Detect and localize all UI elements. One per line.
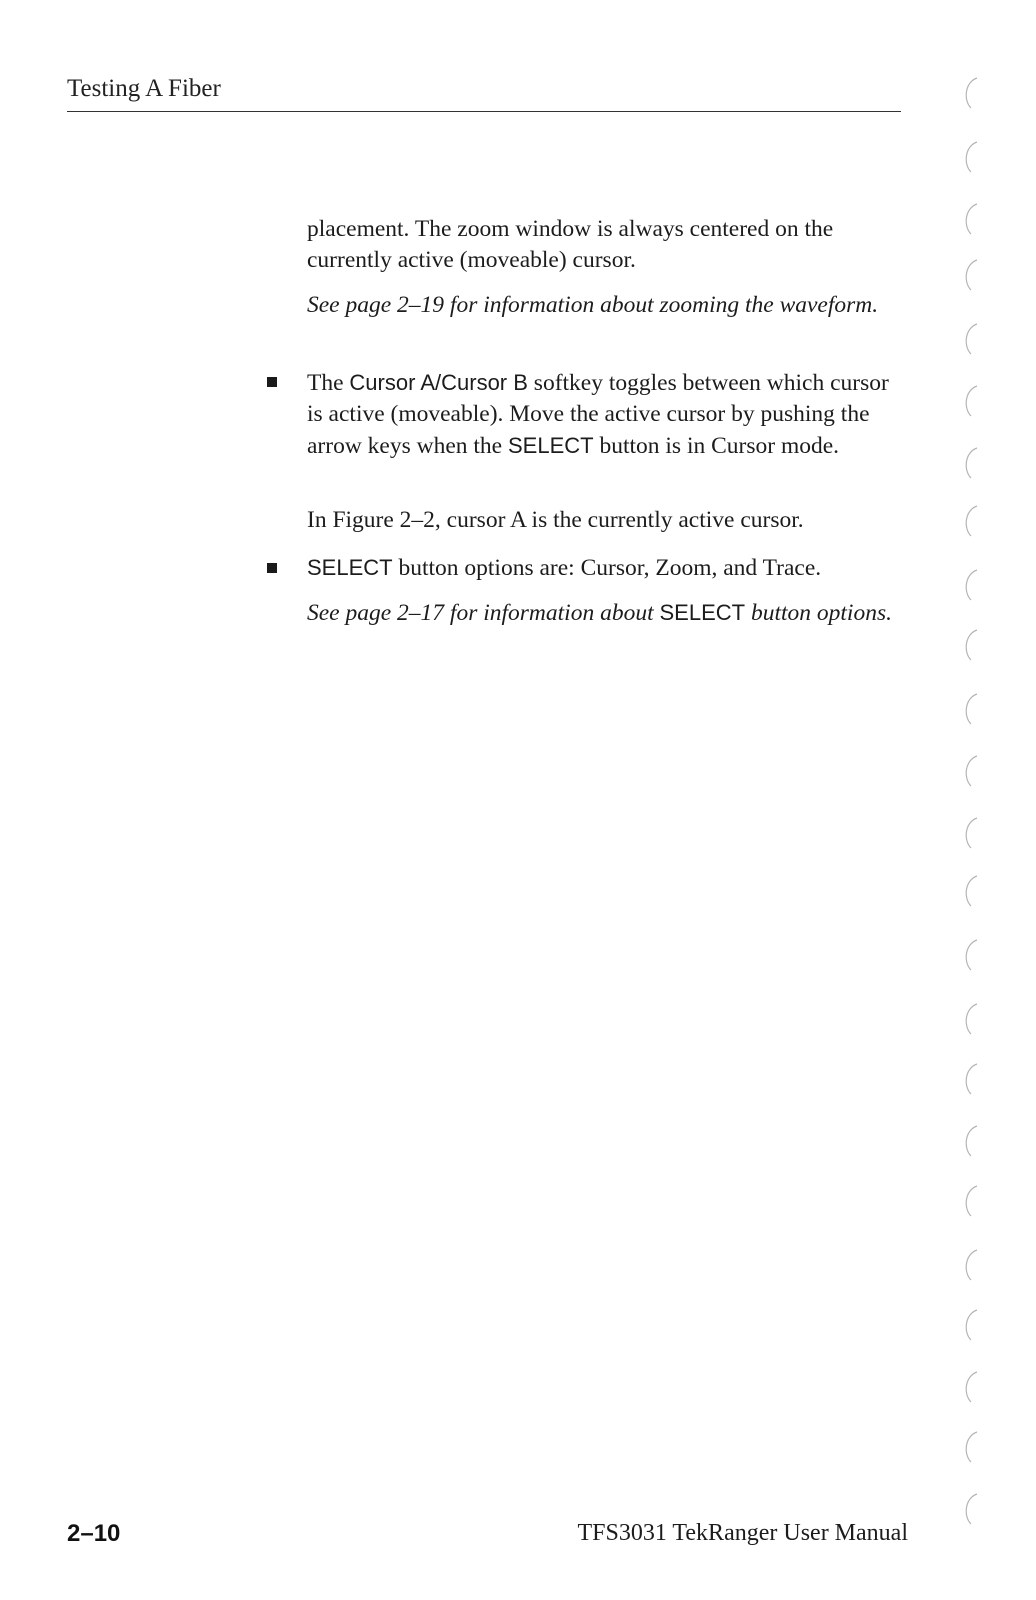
header-rule: [67, 111, 901, 112]
binding-hole: [966, 1186, 977, 1216]
binding-hole: [966, 630, 977, 660]
binding-hole: [966, 448, 977, 478]
note-select-text-pre: See page 2–17 for information about: [307, 600, 660, 626]
paragraph-figure-reference: In Figure 2–2, cursor A is the currently active cursor.: [307, 507, 804, 533]
paragraph-placement: placement. The zoom window is always centered on the currently active (moveable) cursor.: [307, 216, 834, 273]
manual-title: TFS3031 TekRanger User Manual: [577, 1520, 908, 1546]
binding-hole: [966, 1004, 977, 1034]
binding-hole: [966, 1432, 977, 1462]
bullet-cursor-text-post: button is in Cursor mode.: [593, 433, 840, 459]
select-button-label: SELECT: [659, 600, 746, 625]
bullet-marker: [267, 377, 277, 387]
select-button-label: SELECT: [508, 433, 594, 458]
note-zoom-reference: See page 2–19 for information about zooming the waveform.: [307, 292, 879, 318]
running-header: Testing A Fiber: [67, 75, 221, 102]
binding-hole: [966, 818, 977, 848]
binding-hole: [966, 142, 977, 172]
note-select-text-post: button options.: [745, 600, 892, 626]
binding-hole: [966, 570, 977, 600]
binding-hole: [966, 204, 977, 234]
binding-holes: [955, 70, 995, 1550]
bullet-select-text: button options are: Cursor, Zoom, and Trace.: [392, 555, 822, 581]
binding-hole: [966, 756, 977, 786]
binding-hole: [966, 260, 977, 290]
bullet-cursor-text-pre: The: [307, 370, 350, 396]
binding-hole: [966, 694, 977, 724]
bullet-select-options: [307, 552, 907, 584]
binding-hole: [966, 1494, 977, 1524]
bullet-cursor-text-mid: softkey toggles between which cursor is active (moveable). Move the active cursor by pushing the arrow keys when the: [307, 370, 889, 459]
binding-hole: [966, 876, 977, 906]
binding-hole: [966, 1250, 977, 1280]
binding-hole: [966, 386, 977, 416]
binding-hole: [966, 1126, 977, 1156]
binding-hole: [966, 1310, 977, 1340]
bullet-marker: [267, 563, 277, 573]
binding-hole: [966, 1064, 977, 1094]
bullet-cursor-toggle: [307, 367, 907, 462]
binding-hole: [966, 506, 977, 536]
select-button-label: SELECT: [307, 555, 393, 580]
page-number: 2–10: [67, 1520, 121, 1547]
binding-hole: [966, 324, 977, 354]
binding-hole: [966, 78, 977, 108]
binding-hole: [966, 1372, 977, 1402]
binding-hole: [966, 940, 977, 970]
note-select-reference: [307, 597, 907, 629]
softkey-cursor-label: Cursor A/Cursor B: [349, 370, 528, 395]
